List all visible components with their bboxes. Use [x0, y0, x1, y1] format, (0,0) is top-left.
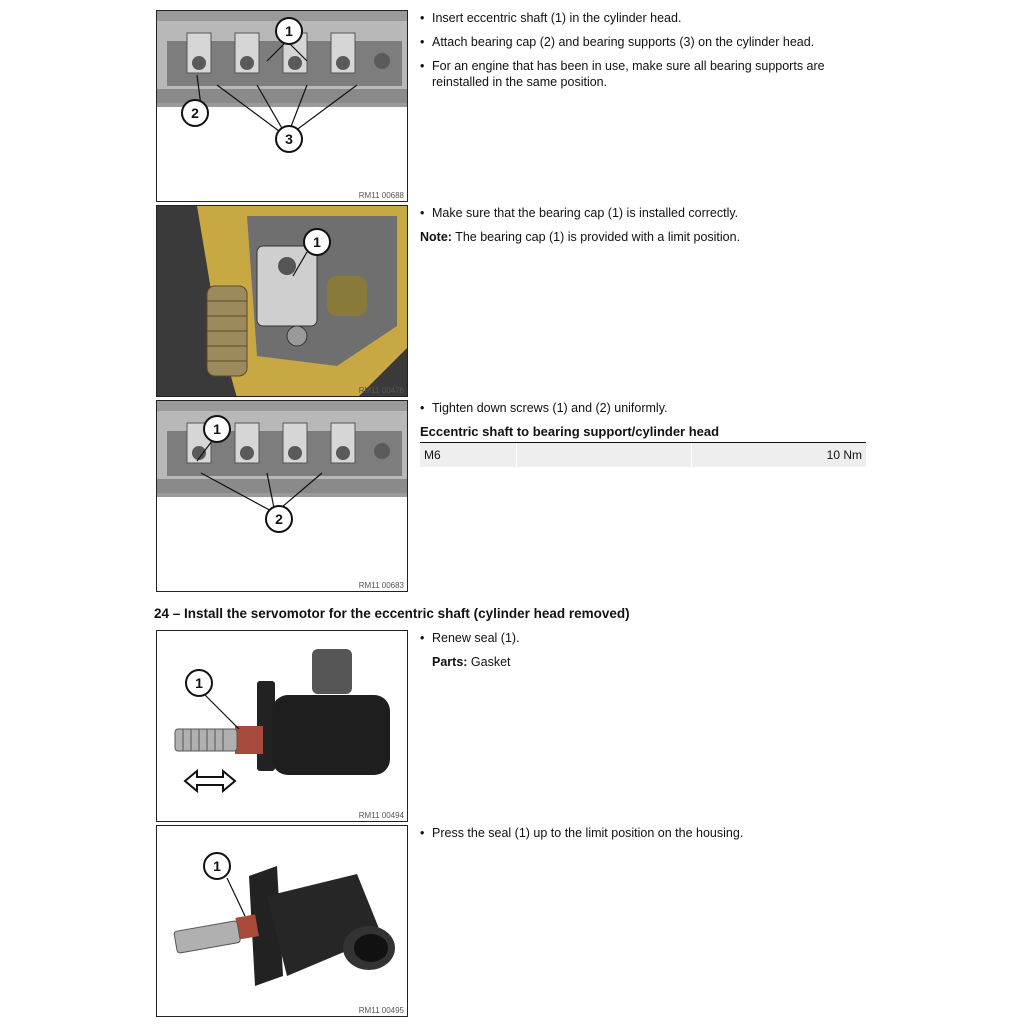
figure-code: RM11 00688	[358, 191, 404, 200]
callout-2: 2	[265, 505, 293, 533]
figure-code: RM11 00495	[358, 1006, 404, 1015]
servomotor-photo	[157, 631, 408, 822]
torque-table	[420, 442, 866, 467]
parts-text: Gasket	[470, 655, 511, 669]
cylinder-head-screws-photo	[157, 401, 408, 592]
callout-1: 1	[303, 228, 331, 256]
parts-line	[420, 654, 850, 670]
bullet-item: • Make sure that the bearing cap (1) is installed correctly.	[420, 205, 850, 221]
parts-label: Parts:	[432, 655, 468, 669]
table-row	[420, 443, 866, 467]
bullet-item: • Tighten down screws (1) and (2) uniformly.	[420, 400, 850, 416]
step2-content	[420, 205, 850, 245]
bullet-item: • Renew seal (1).	[420, 630, 850, 646]
figure-code: RM11 00683	[358, 581, 404, 590]
figure-cylinder-head-eccentric-shaft	[156, 10, 408, 202]
callout-1: 1	[275, 17, 303, 45]
torque-value-cell: 10 Nm	[691, 443, 866, 467]
figure-bearing-cap	[156, 205, 408, 397]
step5-content	[420, 825, 850, 849]
section-heading: 24 – Install the servomotor for the eccentric shaft (cylinder head removed)	[154, 606, 630, 621]
figure-code: RM11 00476	[358, 386, 404, 395]
step3-content	[420, 400, 850, 424]
note-label: Note:	[420, 230, 452, 244]
callout-1: 1	[185, 669, 213, 697]
callout-3: 3	[275, 125, 303, 153]
empty-cell	[516, 443, 691, 467]
bullet-item: • Press the seal (1) up to the limit position on the housing.	[420, 825, 850, 841]
figure-servomotor-seal	[156, 630, 408, 822]
callout-1: 1	[203, 415, 231, 443]
servomotor-angled-photo	[157, 826, 408, 1017]
bullet-item: • For an engine that has been in use, make sure all bearing supports are reinstalled in the same position.	[420, 58, 850, 90]
step1-bullets	[420, 10, 850, 98]
figure-tighten-screws	[156, 400, 408, 592]
torque-table-title: Eccentric shaft to bearing support/cylinder head	[420, 424, 720, 439]
step4-content	[420, 630, 850, 670]
figure-code: RM11 00494	[358, 811, 404, 820]
bullet-item: • Attach bearing cap (2) and bearing supports (3) on the cylinder head.	[420, 34, 850, 50]
bullet-item: • Insert eccentric shaft (1) in the cylinder head.	[420, 10, 850, 26]
callout-2: 2	[181, 99, 209, 127]
note-text: The bearing cap (1) is provided with a limit position.	[455, 230, 741, 244]
callout-1: 1	[203, 852, 231, 880]
note	[420, 229, 850, 245]
figure-seal-press	[156, 825, 408, 1017]
bearing-cap-photo	[157, 206, 408, 397]
thread-size-cell: M6	[424, 448, 441, 462]
